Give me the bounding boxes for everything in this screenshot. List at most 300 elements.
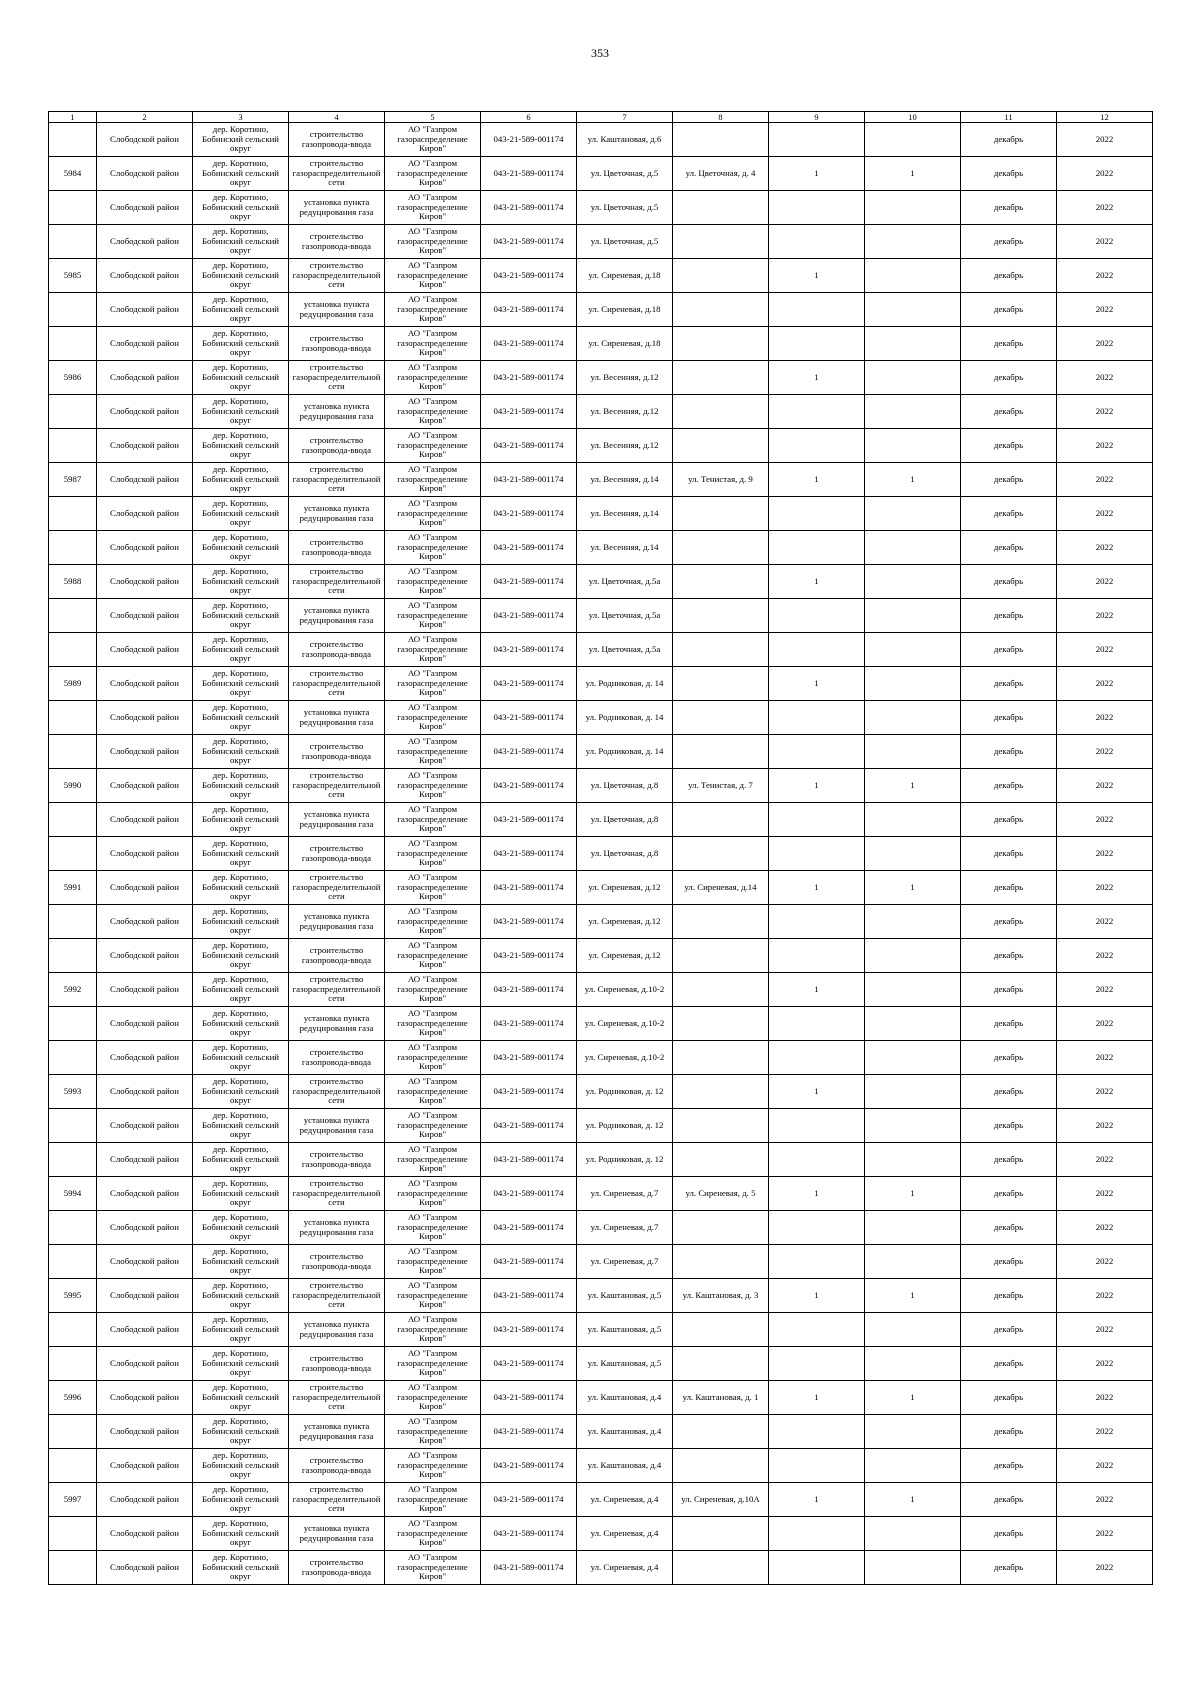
district-cell [97,1075,193,1109]
locality-cell [193,395,289,429]
table-row [49,1041,1153,1075]
address-2-cell [673,1449,769,1483]
cell-text: дер. Коротино, Бобинский сельский округ [201,1485,280,1514]
cell-text: 5994 [63,1188,82,1198]
table-row [49,837,1153,871]
code-cell [481,293,577,327]
cell-text: строительство газораспределительной сети [292,465,381,494]
quantity-1-cell [769,633,865,667]
cell-text: Слободской район [110,1120,179,1130]
work-type-cell [289,259,385,293]
quantity-2-cell [865,837,961,871]
cell-text: 2022 [1095,576,1114,586]
cell-text: 043-21-589-001174 [493,576,564,586]
cell-text: декабрь [993,1528,1024,1538]
locality-cell [193,599,289,633]
cell-text: декабрь [993,1256,1024,1266]
cell-text: дер. Коротино, Бобинский сельский округ [201,1349,280,1378]
cell-text: 2022 [1095,1358,1114,1368]
cell-text: 043-21-589-001174 [493,1052,564,1062]
cell-text: строительство газопровода-ввода [301,639,372,659]
cell-text: дер. Коротино, Бобинский сельский округ [201,1383,280,1412]
organization-cell [385,837,481,871]
organization-cell [385,429,481,463]
code-cell [481,871,577,905]
row-number-cell [49,1245,97,1279]
cell-text: ул. Сиреневая, д.14 [684,882,757,892]
quantity-1-cell [769,395,865,429]
row-number-cell [49,939,97,973]
quantity-1-cell [769,1007,865,1041]
cell-text: АО "Газпром газораспределение Киров" [397,941,468,970]
code-cell [481,1177,577,1211]
column-header: 1 [49,112,97,123]
district-cell [97,497,193,531]
work-type-cell [289,1517,385,1551]
quantity-1-cell [769,531,865,565]
quantity-2-cell [865,1007,961,1041]
organization-cell [385,735,481,769]
row-number-cell [49,803,97,837]
district-cell [97,225,193,259]
cell-text: 043-21-589-001174 [493,780,564,790]
month-cell [961,667,1057,701]
locality-cell [193,735,289,769]
cell-text: ул. Сиреневая, д.18 [588,304,661,314]
locality-cell [193,939,289,973]
address-cell [577,1075,673,1109]
code-cell [481,769,577,803]
cell-text: 5988 [63,576,82,586]
cell-text: ул. Сиреневая, д.4 [590,1562,659,1572]
code-cell [481,1041,577,1075]
work-type-cell [289,1551,385,1585]
cell-text: ул. Цветочная, д.5 [590,236,659,246]
year-cell [1057,905,1153,939]
cell-text: ул. Цветочная, д.5а [588,576,661,586]
quantity-1-cell [769,939,865,973]
work-type-cell [289,769,385,803]
cell-text: Слободской район [110,406,179,416]
district-cell [97,123,193,157]
table-row [49,293,1153,327]
cell-text: ул. Каштановая, д.6 [587,134,662,144]
work-type-cell [289,1075,385,1109]
locality-cell [193,1517,289,1551]
row-number-cell [49,701,97,735]
cell-text: АО "Газпром газораспределение Киров" [397,431,468,460]
district-cell [97,1517,193,1551]
quantity-2-cell [865,735,961,769]
address-2-cell [673,1279,769,1313]
year-cell [1057,667,1153,701]
cell-text: АО "Газпром газораспределение Киров" [397,363,468,392]
locality-cell [193,1245,289,1279]
organization-cell [385,1313,481,1347]
work-type-cell [289,871,385,905]
cell-text: 1 [910,1290,915,1300]
locality-cell [193,293,289,327]
organization-cell [385,1245,481,1279]
cell-text: ул. Цветочная, д.5а [588,644,661,654]
row-number-cell [49,1109,97,1143]
cell-text: Слободской район [110,848,179,858]
cell-text: 2022 [1095,508,1114,518]
cell-text: 043-21-589-001174 [493,950,564,960]
quantity-1-cell [769,871,865,905]
cell-text: АО "Газпром газораспределение Киров" [397,669,468,698]
cell-text: ул. Сиреневая, д.10-2 [584,1018,665,1028]
address-cell [577,531,673,565]
cell-text: 1 [814,780,819,790]
address-2-cell [673,735,769,769]
address-cell [577,599,673,633]
work-type-cell [289,429,385,463]
cell-text: строительство газораспределительной сети [292,1485,381,1514]
year-cell [1057,1245,1153,1279]
cell-text: дер. Коротино, Бобинский сельский округ [201,805,280,834]
work-type-cell [289,395,385,429]
code-cell [481,1245,577,1279]
quantity-2-cell [865,1041,961,1075]
address-2-cell [673,1551,769,1585]
organization-cell [385,973,481,1007]
cell-text: Слободской район [110,1222,179,1232]
quantity-1-cell [769,123,865,157]
cell-text: Слободской район [110,814,179,824]
cell-text: декабрь [993,202,1024,212]
organization-cell [385,1449,481,1483]
cell-text: АО "Газпром газораспределение Киров" [397,737,468,766]
cell-text: 1 [814,1290,819,1300]
address-2-cell [673,871,769,905]
cell-text: 2022 [1095,372,1114,382]
cell-text: АО "Газпром газораспределение Киров" [397,227,468,256]
locality-cell [193,701,289,735]
code-cell [481,939,577,973]
district-cell [97,973,193,1007]
month-cell [961,803,1057,837]
cell-text: 1 [814,474,819,484]
organization-cell [385,1007,481,1041]
cell-text: декабрь [993,1358,1024,1368]
cell-text: Слободской район [110,474,179,484]
cell-text: 043-21-589-001174 [493,1188,564,1198]
cell-text: 1 [910,168,915,178]
cell-text: строительство газопровода-ввода [301,1557,372,1577]
address-2-cell [673,769,769,803]
table-row [49,803,1153,837]
cell-text: 5993 [63,1086,82,1096]
cell-text: строительство газопровода-ввода [301,537,372,557]
cell-text: Слободской район [110,1018,179,1028]
quantity-2-cell [865,225,961,259]
quantity-2-cell [865,1245,961,1279]
cell-text: строительство газораспределительной сети [292,669,381,698]
address-cell [577,1177,673,1211]
row-number-cell [49,157,97,191]
district-cell [97,1245,193,1279]
cell-text: ул. Весенняя, д.14 [590,474,659,484]
organization-cell [385,769,481,803]
organization-cell [385,1279,481,1313]
code-cell [481,1381,577,1415]
code-cell [481,1075,577,1109]
district-cell [97,905,193,939]
column-header: 4 [289,112,385,123]
cell-text: строительство газораспределительной сети [292,1077,381,1106]
cell-text: 1 [910,474,915,484]
cell-text: декабрь [993,1324,1024,1334]
cell-text: 2022 [1095,542,1114,552]
row-number-cell [49,973,97,1007]
cell-text: АО "Газпром газораспределение Киров" [397,1145,468,1174]
cell-text: АО "Газпром газораспределение Киров" [397,533,468,562]
code-cell [481,225,577,259]
address-cell [577,123,673,157]
month-cell [961,701,1057,735]
cell-text: Слободской район [110,338,179,348]
code-cell [481,1211,577,1245]
cell-text: 043-21-589-001174 [493,270,564,280]
cell-text: строительство газораспределительной сети [292,1383,381,1412]
cell-text: АО "Газпром газораспределение Киров" [397,1383,468,1412]
quantity-1-cell [769,1551,865,1585]
cell-text: дер. Коротино, Бобинский сельский округ [201,635,280,664]
cell-text: 043-21-589-001174 [493,1426,564,1436]
row-number-cell [49,1381,97,1415]
row-number-cell [49,905,97,939]
locality-cell [193,1041,289,1075]
quantity-2-cell [865,361,961,395]
cell-text: декабрь [993,1222,1024,1232]
year-cell [1057,123,1153,157]
cell-text: декабрь [993,1494,1024,1504]
cell-text: ул. Сиреневая, д. 5 [685,1188,756,1198]
district-cell [97,769,193,803]
cell-text: 2022 [1095,916,1114,926]
cell-text: ул. Сиреневая, д.10-2 [584,984,665,994]
month-cell [961,1415,1057,1449]
row-number-cell [49,361,97,395]
cell-text: ул. Каштановая, д. 1 [682,1392,759,1402]
cell-text: АО "Газпром газораспределение Киров" [397,771,468,800]
address-2-cell [673,1041,769,1075]
cell-text: 5985 [63,270,82,280]
address-cell [577,837,673,871]
table-row [49,1449,1153,1483]
district-cell [97,259,193,293]
district-cell [97,1449,193,1483]
cell-text: ул. Сиреневая, д.18 [588,270,661,280]
locality-cell [193,1075,289,1109]
cell-text: Слободской район [110,440,179,450]
cell-text: 2022 [1095,1086,1114,1096]
table-row [49,939,1153,973]
code-cell [481,395,577,429]
cell-text: дер. Коротино, Бобинский сельский округ [201,1281,280,1310]
column-header: 12 [1057,112,1153,123]
cell-text: декабрь [993,270,1024,280]
quantity-2-cell [865,1279,961,1313]
cell-text: установка пункта редуцирования газа [299,809,374,829]
organization-cell [385,1381,481,1415]
quantity-1-cell [769,429,865,463]
year-cell [1057,633,1153,667]
quantity-1-cell [769,327,865,361]
row-number-cell [49,259,97,293]
month-cell [961,1279,1057,1313]
column-header: 3 [193,112,289,123]
code-cell [481,497,577,531]
cell-text: 2022 [1095,1392,1114,1402]
cell-text: дер. Коротино, Бобинский сельский округ [201,907,280,936]
district-cell [97,395,193,429]
code-cell [481,1109,577,1143]
locality-cell [193,837,289,871]
cell-text: Слободской район [110,1392,179,1402]
quantity-1-cell [769,701,865,735]
work-type-cell [289,1211,385,1245]
district-cell [97,429,193,463]
year-cell [1057,565,1153,599]
cell-text: 2022 [1095,1052,1114,1062]
cell-text: 5986 [63,372,82,382]
table-row [49,973,1153,1007]
cell-text: АО "Газпром газораспределение Киров" [397,1043,468,1072]
work-type-cell [289,1313,385,1347]
district-cell [97,531,193,565]
cell-text: 043-21-589-001174 [493,1460,564,1470]
row-number-cell [49,1041,97,1075]
cell-text: ул. Цветочная, д.5 [590,202,659,212]
cell-text: 2022 [1095,1528,1114,1538]
cell-text: Слободской район [110,1324,179,1334]
district-cell [97,1007,193,1041]
year-cell [1057,701,1153,735]
cell-text: дер. Коротино, Бобинский сельский округ [201,1247,280,1276]
cell-text: Слободской район [110,1086,179,1096]
cell-text: 043-21-589-001174 [493,712,564,722]
cell-text: 043-21-589-001174 [493,372,564,382]
month-cell [961,259,1057,293]
cell-text: ул. Каштановая, д.5 [587,1324,662,1334]
address-cell [577,701,673,735]
quantity-1-cell [769,973,865,1007]
cell-text: декабрь [993,338,1024,348]
month-cell [961,1347,1057,1381]
cell-text: Слободской район [110,1256,179,1266]
cell-text: декабрь [993,1018,1024,1028]
cell-text: АО "Газпром газораспределение Киров" [397,1315,468,1344]
month-cell [961,1483,1057,1517]
cell-text: 2022 [1095,780,1114,790]
district-cell [97,871,193,905]
row-number-cell [49,531,97,565]
cell-text: 043-21-589-001174 [493,542,564,552]
year-cell [1057,429,1153,463]
table-row [49,1483,1153,1517]
cell-text: АО "Газпром газораспределение Киров" [397,397,468,426]
work-type-cell [289,225,385,259]
row-number-cell [49,1313,97,1347]
quantity-2-cell [865,1415,961,1449]
work-type-cell [289,157,385,191]
row-number-cell [49,327,97,361]
quantity-1-cell [769,1109,865,1143]
locality-cell [193,1347,289,1381]
row-number-cell [49,1007,97,1041]
month-cell [961,1551,1057,1585]
cell-text: строительство газопровода-ввода [301,843,372,863]
quantity-2-cell [865,1347,961,1381]
cell-text: дер. Коротино, Бобинский сельский округ [201,1213,280,1242]
work-type-cell [289,837,385,871]
district-cell [97,293,193,327]
month-cell [961,1381,1057,1415]
quantity-2-cell [865,531,961,565]
cell-text: 2022 [1095,1120,1114,1130]
cell-text: 1 [814,678,819,688]
cell-text: ул. Сиреневая, д.10-2 [584,1052,665,1062]
table-row [49,429,1153,463]
cell-text: Слободской район [110,916,179,926]
cell-text: Слободской район [110,746,179,756]
quantity-2-cell [865,1143,961,1177]
cell-text: 2022 [1095,1460,1114,1470]
cell-text: 1 [814,1392,819,1402]
cell-text: декабрь [993,848,1024,858]
locality-cell [193,1109,289,1143]
cell-text: ул. Родниковая, д. 12 [585,1154,664,1164]
cell-text: Слободской район [110,576,179,586]
table-row [49,599,1153,633]
cell-text: установка пункта редуцирования газа [299,401,374,421]
cell-text: 043-21-589-001174 [493,1018,564,1028]
quantity-2-cell [865,259,961,293]
year-cell [1057,973,1153,1007]
cell-text: декабрь [993,746,1024,756]
cell-text: ул. Каштановая, д.5 [587,1358,662,1368]
organization-cell [385,123,481,157]
month-cell [961,1177,1057,1211]
year-cell [1057,1347,1153,1381]
organization-cell [385,1517,481,1551]
year-cell [1057,803,1153,837]
cell-text: дер. Коротино, Бобинский сельский округ [201,193,280,222]
address-cell [577,395,673,429]
address-2-cell [673,939,769,973]
quantity-1-cell [769,293,865,327]
work-type-cell [289,973,385,1007]
cell-text: строительство газопровода-ввода [301,1047,372,1067]
address-2-cell [673,361,769,395]
cell-text: 1 [814,1188,819,1198]
cell-text: АО "Газпром газораспределение Киров" [397,1451,468,1480]
code-cell [481,157,577,191]
address-2-cell [673,293,769,327]
district-cell [97,667,193,701]
cell-text: Слободской район [110,1528,179,1538]
year-cell [1057,531,1153,565]
address-2-cell [673,395,769,429]
row-number-cell [49,293,97,327]
cell-text: Слободской район [110,1154,179,1164]
row-number-cell [49,1143,97,1177]
cell-text: 2022 [1095,746,1114,756]
cell-text: 043-21-589-001174 [493,1528,564,1538]
cell-text: установка пункта редуцирования газа [299,503,374,523]
